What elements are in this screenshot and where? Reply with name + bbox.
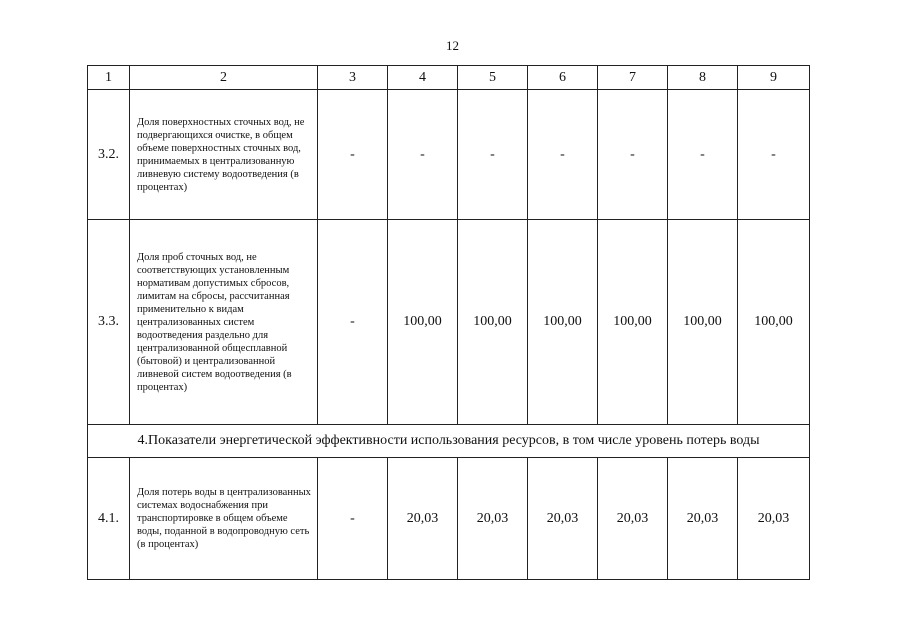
row-value: 100,00 [458,220,528,425]
row-value: 20,03 [458,458,528,580]
row-value: - [318,90,388,220]
row-number: 3.3. [88,220,130,425]
header-cell: 9 [738,66,810,90]
row-value: 20,03 [388,458,458,580]
header-cell: 8 [668,66,738,90]
header-cell: 2 [130,66,318,90]
row-value: - [388,90,458,220]
row-value: - [598,90,668,220]
row-value: 100,00 [528,220,598,425]
header-cell: 5 [458,66,528,90]
row-value: - [318,220,388,425]
header-cell: 6 [528,66,598,90]
row-description: Доля поверхностных сточных вод, не подвергающихся очистке, в общем объеме поверхностных сточных вод, принимаемых в централизованную ливневую систему водоотведения (в процентах) [130,90,318,220]
row-value: 20,03 [668,458,738,580]
row-number: 3.2. [88,90,130,220]
row-number: 4.1. [88,458,130,580]
row-value: 100,00 [738,220,810,425]
row-value: 100,00 [598,220,668,425]
row-value: - [318,458,388,580]
row-value: 20,03 [738,458,810,580]
page-number: 12 [446,38,459,53]
table-row [88,90,810,220]
header-cell: 3 [318,66,388,90]
row-value: 20,03 [528,458,598,580]
header-cell: 7 [598,66,668,90]
row-value: 100,00 [668,220,738,425]
table-row [88,458,810,580]
row-value: - [528,90,598,220]
row-value: - [458,90,528,220]
section-title: 4.Показатели энергетической эффективности использования ресурсов, в том числе уровень потерь воды [88,425,810,458]
header-cell: 1 [88,66,130,90]
row-value: - [738,90,810,220]
row-value: 20,03 [598,458,668,580]
row-description: Доля потерь воды в централизованных системах водоснабжения при транспортировке в общем объеме воды, поданной в водопроводную сеть (в процентах) [130,458,318,580]
table-header-row [88,66,810,90]
section-header-row [88,425,810,458]
header-cell: 4 [388,66,458,90]
row-value: - [668,90,738,220]
indicators-table [87,65,810,580]
row-description: Доля проб сточных вод, не соответствующих установленным нормативам допустимых сбросов, лимитам на сбросы, рассчитанная применительно к видам централизованных систем водоотведения раздельно для централизованной общесплавной (бытовой) и централизованной ливневой систем водоотведения (в процентах) [130,220,318,425]
table-row [88,220,810,425]
row-value: 100,00 [388,220,458,425]
